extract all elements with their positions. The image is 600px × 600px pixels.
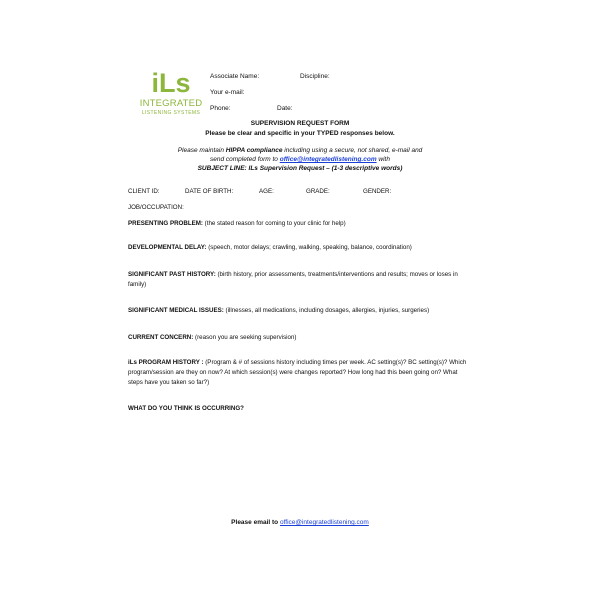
section-developmental-delay — [128, 243, 468, 253]
section-significant-medical-issues — [128, 306, 468, 316]
office-email-link[interactable]: office@integratedlistening.com — [279, 156, 377, 163]
section-label: SIGNIFICANT PAST HISTORY: — [128, 271, 216, 278]
section-ils-program-history — [128, 358, 468, 388]
date-label: Date: — [277, 105, 293, 112]
section-label: iLs PROGRAM HISTORY : — [128, 359, 204, 366]
instructions-text-2: including using a secure, not shared, e-mail and — [282, 147, 423, 154]
form-subtitle: Please be clear and specific in your TYPED responses below. — [205, 130, 395, 137]
section-hint: (reason you are seeking supervision) — [193, 334, 297, 341]
associate-name-label: Associate Name: — [210, 73, 260, 80]
footer-email-link[interactable]: office@integratedlistening.com — [279, 519, 369, 526]
section-label: DEVELOPMENTAL DELAY: — [128, 244, 207, 251]
phone-label: Phone: — [210, 105, 231, 112]
date-of-birth-label: DATE OF BIRTH: — [185, 188, 234, 195]
age-label: AGE: — [259, 188, 274, 195]
client-id-label: CLIENT ID: — [128, 188, 160, 195]
section-hint: (speech, motor delays; crawling, walking, speaking, balance, coordination) — [206, 244, 412, 251]
instructions-text: Please maintain — [177, 147, 226, 154]
instructions-line-2 — [130, 156, 470, 163]
footer-label: Please email to — [231, 519, 280, 526]
logo-mark: iLs — [151, 68, 191, 98]
section-hint: (birth history, prior assessments, treatments/interventions and results; moves or loses in family) — [128, 271, 458, 288]
footer — [0, 519, 600, 526]
form-title: SUPERVISION REQUEST FORM — [250, 120, 350, 127]
grade-label: GRADE: — [306, 188, 330, 195]
ils-logo — [136, 70, 206, 116]
section-label: SIGNIFICANT MEDICAL ISSUES: — [128, 307, 224, 314]
logo-text-integrated: INTEGRATED — [139, 98, 203, 109]
instructions-line-1 — [130, 147, 470, 154]
section-presenting-problem — [128, 219, 468, 229]
email-label: Your e-mail: — [210, 89, 245, 96]
section-hint: (illnesses, all medications, including dosages, allergies, injuries, surgeries) — [223, 307, 430, 314]
section-current-concern — [128, 333, 468, 343]
gender-label: GENDER: — [363, 188, 392, 195]
section-label: PRESENTING PROBLEM: — [128, 220, 203, 227]
section-label: CURRENT CONCERN: — [128, 334, 194, 341]
instructions-send-text: send completed form to — [210, 156, 280, 163]
instructions-with-text: with — [376, 156, 390, 163]
subject-line-instruction: SUBJECT LINE: ILs Supervision Request – (1-3 descriptive words) — [197, 165, 403, 172]
section-hint: (Program & # of sessions history including times per week. AC setting(s)? BC setting(s)? Which program/session are they on now? At which session(s) were changes reported? How long had this been going on? What steps have you taken so far?) — [128, 359, 467, 386]
section-what-do-you-think — [128, 404, 468, 414]
logo-text-listening-systems: LISTENING SYSTEMS — [141, 110, 201, 116]
hippa-text: HIPPA compliance — [225, 147, 283, 154]
job-occupation-label: JOB/OCCUPATION: — [128, 204, 184, 211]
section-significant-past-history — [128, 270, 468, 290]
section-label: WHAT DO YOU THINK IS OCCURRING? — [128, 405, 244, 412]
section-hint: (the stated reason for coming to your clinic for help) — [202, 220, 346, 227]
discipline-label: Discipline: — [300, 73, 330, 80]
